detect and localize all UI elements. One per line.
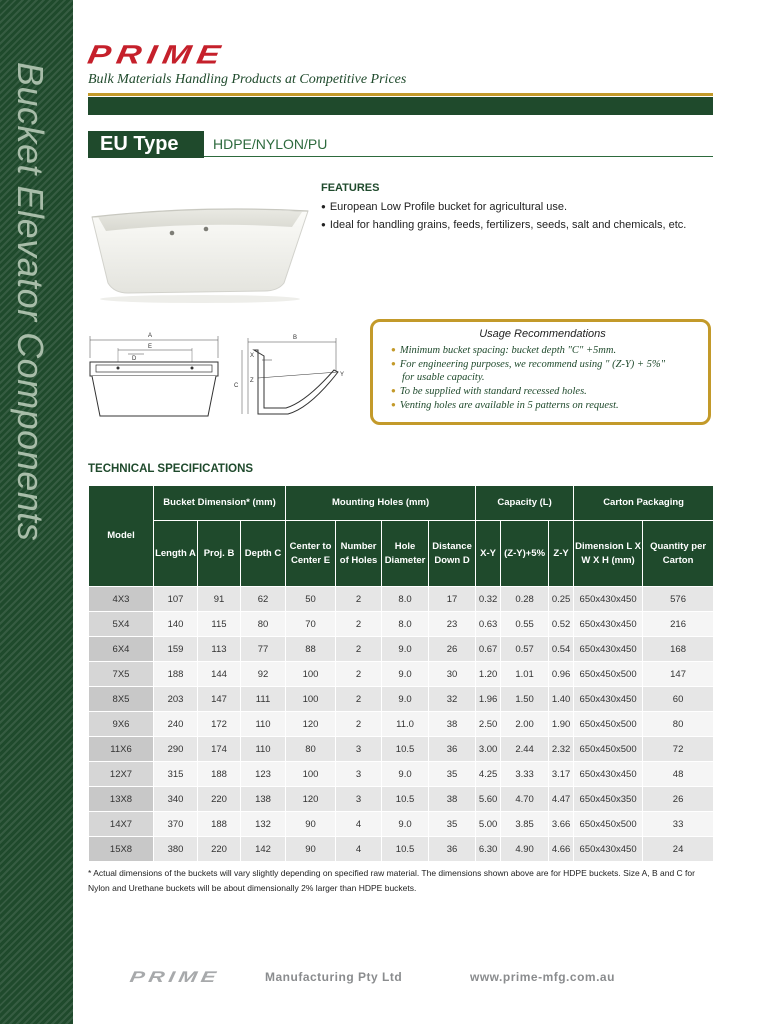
group-bucket-dimension: Bucket Dimension* (mm) (154, 486, 286, 521)
table-cell: 113 (198, 637, 241, 662)
model-cell: 11X6 (89, 737, 154, 762)
dim-b-label: B (293, 335, 298, 341)
table-cell: 340 (154, 787, 198, 812)
table-cell: 1.50 (501, 687, 549, 712)
table-cell: 4.47 (549, 787, 574, 812)
table-cell: 140 (154, 612, 198, 637)
tagline: Bulk Materials Handling Products at Competitive Prices (88, 72, 407, 87)
table-cell: 1.90 (549, 712, 574, 737)
table-cell: 0.32 (476, 587, 501, 612)
table-cell: 8.0 (382, 587, 429, 612)
table-cell: 3.33 (501, 762, 549, 787)
header-green-bar (88, 97, 713, 115)
product-type-title: EU Type (88, 131, 204, 158)
model-cell: 15X8 (89, 837, 154, 862)
dim-a-label: A (148, 333, 153, 339)
table-cell: 35 (429, 762, 476, 787)
table-cell: 650x430x450 (574, 762, 643, 787)
table-row (89, 712, 714, 737)
table-cell: 650x430x450 (574, 837, 643, 862)
table-cell: 90 (286, 837, 336, 862)
table-cell: 115 (198, 612, 241, 637)
table-cell: 62 (241, 587, 286, 612)
table-cell: 2 (336, 662, 382, 687)
usage-item-text: For engineering purposes, we recommend using " (Z-Y) + 5%" (399, 359, 665, 370)
table-row (89, 787, 714, 812)
table-cell: 0.57 (501, 637, 549, 662)
table-cell: 0.52 (549, 612, 574, 637)
table-cell: 72 (643, 737, 714, 762)
dim-y-label: Y (340, 372, 345, 378)
title-rule (204, 156, 713, 157)
table-cell: 0.67 (476, 637, 501, 662)
col-zy5: (Z-Y)+5% (501, 521, 549, 587)
table-row (89, 812, 714, 837)
table-cell: 120 (286, 712, 336, 737)
table-cell: 1.40 (549, 687, 574, 712)
table-cell: 100 (286, 687, 336, 712)
table-cell: 3 (336, 737, 382, 762)
table-cell: 11.0 (382, 712, 429, 737)
table-cell: 1.01 (501, 662, 549, 687)
table-cell: 2.44 (501, 737, 549, 762)
table-cell: 1.20 (476, 662, 501, 687)
table-cell: 188 (198, 812, 241, 837)
specs-footnote: * Actual dimensions of the buckets will vary slightly depending on specified raw material. The dimensions shown above are for HDPE buckets. Size A, B and C for Nylon and Urethane buckets will be about dimensionally 2% larger than HDPE buckets. (88, 868, 695, 893)
col-zy: Z-Y (549, 521, 574, 587)
table-cell: 26 (643, 787, 714, 812)
sidebar-title: Bucket Elevator Components (10, 62, 51, 542)
table-cell: 4.66 (549, 837, 574, 862)
model-cell: 14X7 (89, 812, 154, 837)
table-cell: 3 (336, 787, 382, 812)
table-cell: 60 (643, 687, 714, 712)
table-cell: 174 (198, 737, 241, 762)
table-cell: 100 (286, 662, 336, 687)
table-row (89, 687, 714, 712)
table-cell: 3.17 (549, 762, 574, 787)
usage-item (391, 398, 694, 412)
table-cell: 80 (241, 612, 286, 637)
col-hole-diameter: Hole Diameter (382, 521, 429, 587)
usage-item-text: To be supplied with standard recessed holes. (399, 386, 587, 397)
col-model-header: Model (89, 486, 154, 587)
table-cell: 4 (336, 837, 382, 862)
table-cell: 380 (154, 837, 198, 862)
model-cell: 6X4 (89, 637, 154, 662)
table-cell: 2.50 (476, 712, 501, 737)
table-cell: 91 (198, 587, 241, 612)
table-cell: 2 (336, 637, 382, 662)
table-cell: 9.0 (382, 637, 429, 662)
table-cell: 10.5 (382, 787, 429, 812)
table-cell: 123 (241, 762, 286, 787)
table-cell: 33 (643, 812, 714, 837)
table-cell: 110 (241, 737, 286, 762)
table-cell: 48 (643, 762, 714, 787)
table-cell: 2.32 (549, 737, 574, 762)
dim-e-label: E (148, 344, 153, 350)
table-cell: 188 (154, 662, 198, 687)
table-cell: 168 (643, 637, 714, 662)
table-cell: 650x430x450 (574, 637, 643, 662)
table-cell: 5.00 (476, 812, 501, 837)
table-cell: 0.25 (549, 587, 574, 612)
table-row (89, 762, 714, 787)
feature-item: ● Ideal for handling grains, feeds, fertilizers, seeds, salt and chemicals, etc. (321, 219, 686, 231)
col-proj: Proj. B (198, 521, 241, 587)
col-dimension: Dimension L X W X H (mm) (574, 521, 643, 587)
table-cell: 0.28 (501, 587, 549, 612)
table-cell: 650x430x450 (574, 687, 643, 712)
table-cell: 1.96 (476, 687, 501, 712)
table-cell: 650x450x500 (574, 812, 643, 837)
table-cell: 203 (154, 687, 198, 712)
table-cell: 220 (198, 837, 241, 862)
table-cell: 70 (286, 612, 336, 637)
table-cell: 216 (643, 612, 714, 637)
usage-title: Usage Recommendations (479, 328, 606, 340)
table-row (89, 837, 714, 862)
table-cell: 9.0 (382, 662, 429, 687)
table-cell: 17 (429, 587, 476, 612)
table-cell: 650x450x500 (574, 737, 643, 762)
table-cell: 8.0 (382, 612, 429, 637)
table-cell: 107 (154, 587, 198, 612)
col-quantity: Quantity per Carton (643, 521, 714, 587)
usage-list (391, 343, 694, 412)
table-cell: 50 (286, 587, 336, 612)
table-cell: 2 (336, 587, 382, 612)
footer-logo: PRIME (128, 967, 222, 986)
table-cell: 23 (429, 612, 476, 637)
table-row (89, 587, 714, 612)
col-depth: Depth C (241, 521, 286, 587)
table-cell: 24 (643, 837, 714, 862)
table-cell: 650x430x450 (574, 587, 643, 612)
table-cell: 3.66 (549, 812, 574, 837)
sidebar (0, 0, 73, 1024)
table-cell: 36 (429, 837, 476, 862)
table-cell: 110 (241, 712, 286, 737)
group-capacity: Capacity (L) (476, 486, 574, 521)
table-cell: 138 (241, 787, 286, 812)
model-cell: 12X7 (89, 762, 154, 787)
bucket-technical-drawing (88, 330, 360, 422)
model-cell: 13X8 (89, 787, 154, 812)
table-cell: 172 (198, 712, 241, 737)
specs-table-body (89, 587, 714, 862)
table-cell: 2 (336, 612, 382, 637)
table-cell: 147 (198, 687, 241, 712)
table-row (89, 637, 714, 662)
col-xy: X-Y (476, 521, 501, 587)
table-cell: 650x450x350 (574, 787, 643, 812)
table-cell: 30 (429, 662, 476, 687)
dim-z-label: Z (250, 378, 254, 384)
logo-text: PRIME (85, 40, 229, 70)
table-cell: 120 (286, 787, 336, 812)
table-cell: 159 (154, 637, 198, 662)
footer-company: Manufacturing Pty Ltd (265, 970, 403, 984)
table-cell: 3.00 (476, 737, 501, 762)
usage-item (391, 357, 694, 384)
table-cell: 92 (241, 662, 286, 687)
table-cell: 9.0 (382, 812, 429, 837)
header-gold-line (88, 93, 713, 96)
col-length: Length A (154, 521, 198, 587)
group-mounting-holes: Mounting Holes (mm) (286, 486, 476, 521)
table-cell: 35 (429, 812, 476, 837)
table-cell: 4.90 (501, 837, 549, 862)
bucket-photo (88, 195, 313, 305)
dim-c-label: C (234, 383, 239, 389)
usage-item-text: Minimum bucket spacing: bucket depth "C" +5mm. (399, 345, 617, 356)
table-cell: 2.00 (501, 712, 549, 737)
table-cell: 2 (336, 712, 382, 737)
prime-logo (85, 40, 229, 70)
specs-table (88, 485, 714, 862)
table-cell: 370 (154, 812, 198, 837)
table-cell: 0.55 (501, 612, 549, 637)
usage-item (391, 384, 694, 398)
table-cell: 142 (241, 837, 286, 862)
usage-item-cont: for usable capacity. (402, 372, 485, 383)
table-cell: 10.5 (382, 837, 429, 862)
table-cell: 0.96 (549, 662, 574, 687)
model-cell: 7X5 (89, 662, 154, 687)
table-cell: 144 (198, 662, 241, 687)
col-distance-down: Distance Down D (429, 521, 476, 587)
table-cell: 0.63 (476, 612, 501, 637)
table-cell: 650x450x500 (574, 712, 643, 737)
model-cell: 5X4 (89, 612, 154, 637)
table-row (89, 612, 714, 637)
feature-item: ● European Low Profile bucket for agricultural use. (321, 201, 686, 213)
usage-recommendations-box (370, 319, 711, 425)
table-cell: 38 (429, 787, 476, 812)
table-cell: 2 (336, 687, 382, 712)
table-cell: 10.5 (382, 737, 429, 762)
table-cell: 240 (154, 712, 198, 737)
table-cell: 4 (336, 812, 382, 837)
dim-d-label: D (132, 356, 137, 362)
table-cell: 9.0 (382, 687, 429, 712)
table-cell: 80 (643, 712, 714, 737)
table-cell: 4.70 (501, 787, 549, 812)
table-cell: 100 (286, 762, 336, 787)
model-cell: 9X6 (89, 712, 154, 737)
table-cell: 3 (336, 762, 382, 787)
features-list (321, 201, 686, 237)
table-cell: 111 (241, 687, 286, 712)
table-cell: 9.0 (382, 762, 429, 787)
table-row (89, 662, 714, 687)
table-cell: 576 (643, 587, 714, 612)
table-cell: 90 (286, 812, 336, 837)
table-cell: 36 (429, 737, 476, 762)
table-cell: 290 (154, 737, 198, 762)
table-cell: 77 (241, 637, 286, 662)
table-row (89, 737, 714, 762)
footer-url-link[interactable]: www.prime-mfg.com.au (470, 970, 615, 984)
table-cell: 3.85 (501, 812, 549, 837)
table-cell: 80 (286, 737, 336, 762)
col-number: Number of Holes (336, 521, 382, 587)
table-cell: 4.25 (476, 762, 501, 787)
table-cell: 220 (198, 787, 241, 812)
table-cell: 38 (429, 712, 476, 737)
table-cell: 88 (286, 637, 336, 662)
table-cell: 650x450x500 (574, 662, 643, 687)
model-cell: 4X3 (89, 587, 154, 612)
col-center: Center to Center E (286, 521, 336, 587)
table-cell: 650x430x450 (574, 612, 643, 637)
table-cell: 0.54 (549, 637, 574, 662)
table-cell: 147 (643, 662, 714, 687)
table-cell: 315 (154, 762, 198, 787)
dim-x-label: X (250, 353, 255, 359)
group-carton-packaging: Carton Packaging (574, 486, 714, 521)
table-cell: 188 (198, 762, 241, 787)
model-cell: 8X5 (89, 687, 154, 712)
table-cell: 6.30 (476, 837, 501, 862)
table-cell: 32 (429, 687, 476, 712)
features-title: FEATURES (321, 182, 380, 194)
specs-title: TECHNICAL SPECIFICATIONS (88, 463, 254, 475)
usage-item-text: Venting holes are available in 5 patterns on request. (399, 400, 619, 411)
usage-item (391, 343, 694, 357)
table-cell: 5.60 (476, 787, 501, 812)
table-cell: 26 (429, 637, 476, 662)
product-material: HDPE/NYLON/PU (213, 136, 328, 152)
table-cell: 132 (241, 812, 286, 837)
